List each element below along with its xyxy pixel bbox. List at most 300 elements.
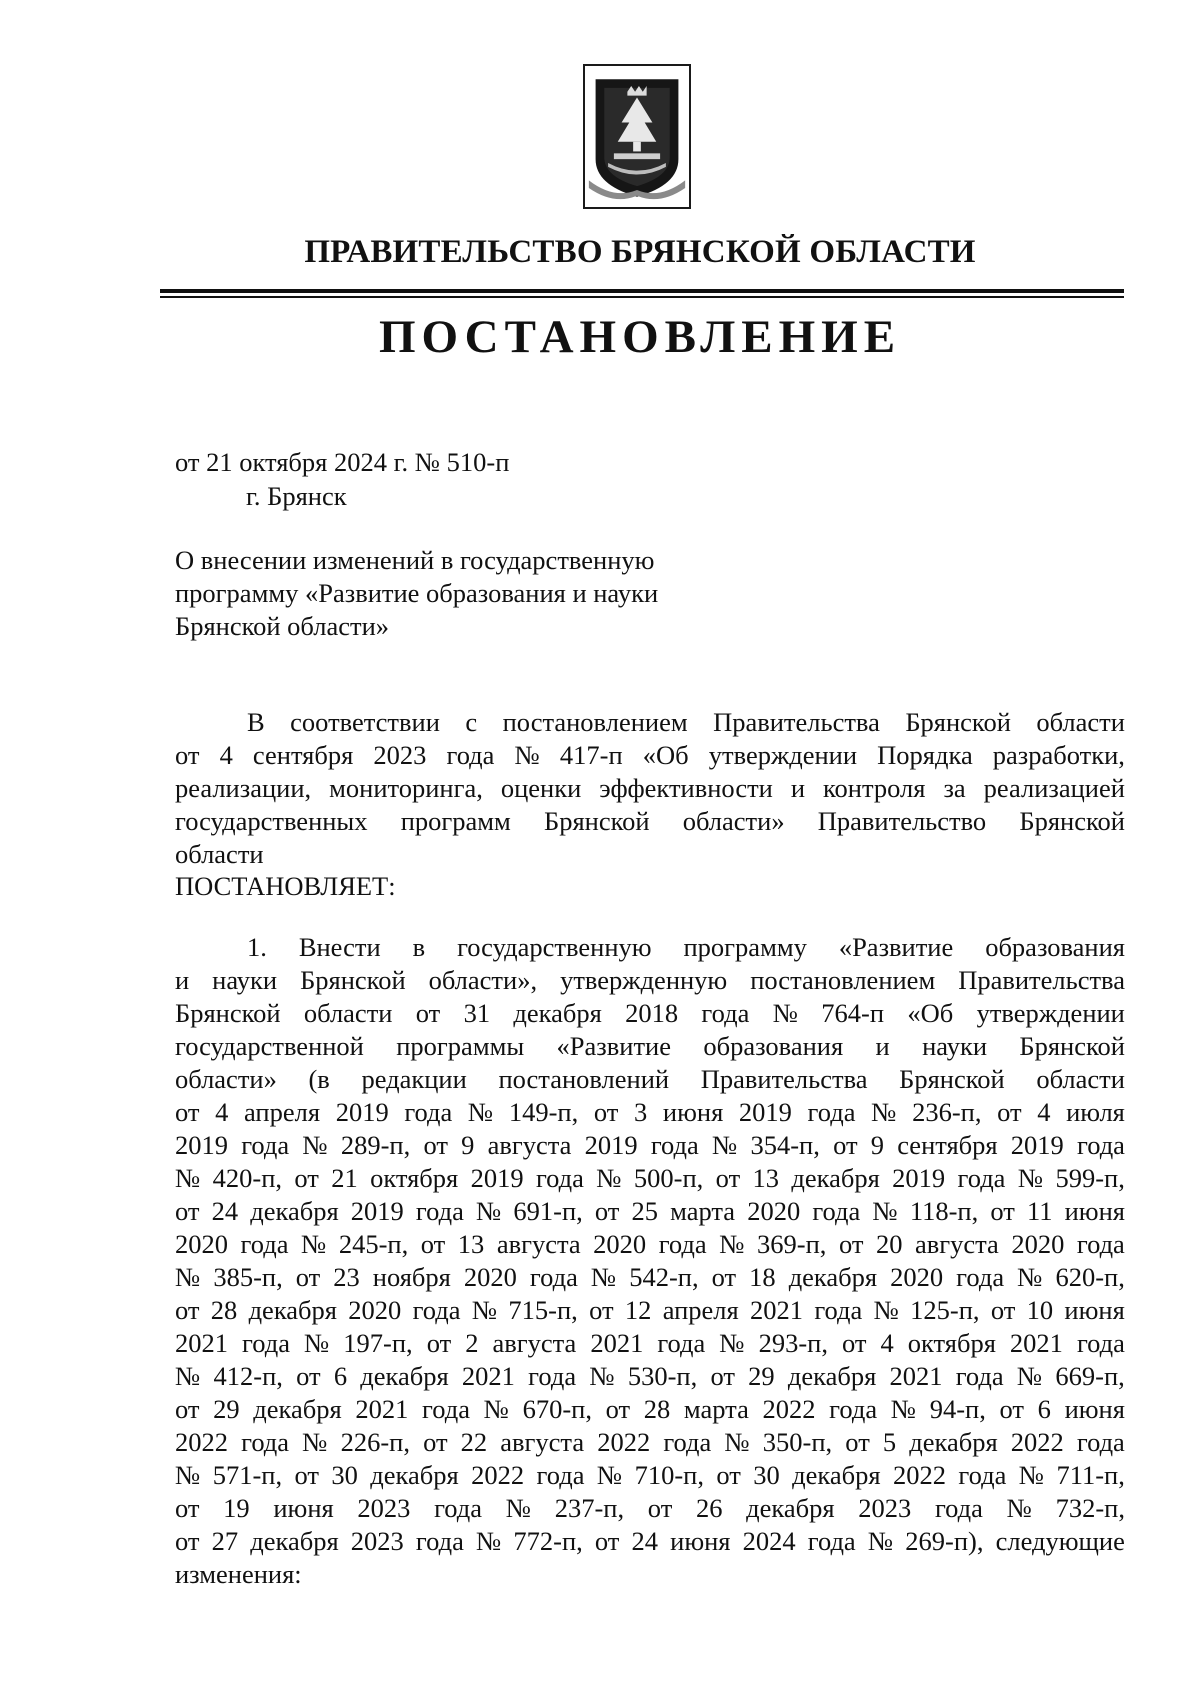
word: утверждении [708, 740, 858, 770]
word: № [867, 1526, 894, 1556]
word: от [175, 1295, 200, 1325]
word: 30 [753, 1460, 780, 1490]
word: октября [370, 1163, 459, 1193]
word: Правительства [958, 965, 1125, 995]
word: года [957, 1163, 1006, 1193]
word: 2019 [738, 1097, 792, 1127]
word: и [875, 1031, 890, 1061]
word: соответствии [290, 707, 440, 737]
word: 2022 [471, 1460, 525, 1490]
word: 2020 [890, 1262, 944, 1292]
word: 10 [1026, 1295, 1054, 1325]
document-type: ПОСТАНОВЛЕНИЕ [378, 311, 902, 363]
word: реализации, [175, 773, 312, 803]
word: № [873, 1295, 899, 1325]
word: от [647, 1493, 673, 1523]
word: 236-п, [912, 1097, 982, 1127]
word: 29 [213, 1394, 240, 1424]
word: (в [308, 1064, 330, 1094]
text-line [175, 964, 1125, 997]
word: 2021 [175, 1328, 228, 1358]
word: «Об [907, 998, 954, 1028]
word: 764-п [821, 998, 885, 1028]
word: 269-п), [905, 1526, 984, 1556]
word: от [842, 1328, 867, 1358]
word: 620-п, [1055, 1262, 1125, 1292]
word: августа [500, 1427, 585, 1457]
word: 669-п, [1055, 1361, 1125, 1391]
word: «Об [642, 740, 689, 770]
word: № [175, 1361, 201, 1391]
word: от [295, 1262, 321, 1292]
word: № [872, 1196, 898, 1226]
word: 2022 [1010, 1427, 1064, 1457]
word: от [175, 1526, 200, 1556]
word: года [536, 1460, 585, 1490]
word: года [812, 1196, 861, 1226]
text-line [175, 1525, 1125, 1558]
word: марта [683, 1394, 749, 1424]
word: 5 [882, 1427, 897, 1457]
word: 542-п, [629, 1262, 699, 1292]
word: от [593, 1097, 619, 1127]
word: Брянской [1019, 1031, 1125, 1061]
word: года [1076, 1229, 1125, 1259]
word: № [596, 1163, 622, 1193]
word: 2019 [1010, 1130, 1064, 1160]
word: от [594, 1196, 620, 1226]
word: года [422, 1394, 470, 1424]
word: № [1017, 1262, 1043, 1292]
word: августа [914, 1229, 999, 1259]
text-line [175, 772, 1125, 805]
word: года [650, 1130, 699, 1160]
word: № [301, 1229, 327, 1259]
word: программы [396, 1031, 525, 1061]
word: года [241, 1130, 290, 1160]
word: 2022 [892, 1460, 946, 1490]
word: декабря [250, 1526, 339, 1556]
word: от [589, 1295, 614, 1325]
word: 293-п, [758, 1328, 828, 1358]
word: науки [922, 1031, 987, 1061]
word: 772-п, [513, 1526, 583, 1556]
word: от [423, 1427, 448, 1457]
word: «Развитие [556, 1031, 671, 1061]
word: от [990, 1295, 1016, 1325]
word: образования [703, 1031, 844, 1061]
header-divider-thick [160, 289, 1124, 293]
word: от [426, 1328, 452, 1358]
word: года [956, 1262, 1005, 1292]
word: мониторинга, [329, 773, 483, 803]
word: области» [682, 806, 785, 836]
word: года [241, 1427, 290, 1457]
word: № [1016, 1361, 1043, 1391]
item-1-paragraph [175, 931, 1125, 1591]
text-line [175, 997, 1125, 1030]
word: 599-п, [1055, 1163, 1125, 1193]
decree-word: ПОСТАНОВЛЯЕТ: [175, 871, 396, 901]
word: программ [400, 806, 511, 836]
word: 28 [643, 1394, 671, 1424]
word: от [838, 1229, 864, 1259]
word: года [807, 1526, 856, 1556]
word: 2020 [593, 1229, 647, 1259]
word: 2019 [175, 1130, 228, 1160]
word: от [710, 1361, 735, 1391]
word: июня [273, 1493, 334, 1523]
word: от [999, 1394, 1024, 1424]
word: 245-п, [338, 1229, 409, 1259]
word: от [175, 740, 200, 770]
word: апреля [662, 1295, 739, 1325]
word: сентября [897, 1130, 998, 1160]
word: года [415, 1526, 464, 1556]
word: 18 [749, 1262, 776, 1292]
date-and-number: от 21 октября 2024 г. № 510-п [175, 447, 510, 477]
word: от [716, 1460, 741, 1490]
word: 571-п, [212, 1460, 283, 1490]
word: апреля [244, 1097, 321, 1127]
word: 500-п, [633, 1163, 704, 1193]
word: от [715, 1163, 741, 1193]
word: № [871, 1097, 897, 1127]
word: декабря [791, 1163, 880, 1193]
word: В [247, 707, 265, 737]
word: № [505, 1493, 532, 1523]
word: № [467, 1097, 494, 1127]
word: области [1036, 707, 1125, 737]
preamble-paragraph [175, 706, 1125, 871]
word: августа [496, 1229, 581, 1259]
word: № [514, 740, 540, 770]
word: Внести [298, 932, 381, 962]
word: 2024 [742, 1526, 796, 1556]
word: октября [907, 1328, 996, 1358]
word: года [528, 1361, 577, 1391]
word: 2023 [357, 1493, 411, 1523]
word: № [483, 1394, 509, 1424]
word: от [175, 1097, 200, 1127]
word: от [296, 1361, 321, 1391]
word: 711-п, [1056, 1460, 1125, 1490]
word: № [596, 1460, 623, 1490]
word: № [175, 1163, 201, 1193]
word: № [589, 1361, 615, 1391]
word: от [711, 1262, 737, 1292]
word: № [302, 1427, 328, 1457]
word: 30 [331, 1460, 358, 1490]
word: 670-п, [522, 1394, 592, 1424]
document-subject [175, 544, 658, 643]
text-line [175, 1360, 1125, 1393]
word: декабря [370, 1460, 459, 1490]
text-line [175, 1393, 1125, 1426]
word: июня [662, 1097, 724, 1127]
word: года [829, 1394, 878, 1424]
word: 12 [624, 1295, 652, 1325]
word: от [175, 1493, 200, 1523]
word: июня [1064, 1196, 1125, 1226]
header-divider-thin [160, 296, 1124, 298]
text-line [175, 739, 1125, 772]
word: № [1018, 1460, 1045, 1490]
text-line [175, 1294, 1125, 1327]
word: № [1017, 1163, 1044, 1193]
word: года [404, 1097, 453, 1127]
text-line [175, 1195, 1125, 1228]
word: декабря [250, 1196, 339, 1226]
word: года [657, 1328, 706, 1358]
text-line [175, 1063, 1125, 1096]
word: 530-п, [627, 1361, 698, 1391]
word: 417-п [559, 740, 623, 770]
word: 237-п, [554, 1493, 625, 1523]
word: постановлением [502, 707, 688, 737]
word: сентября [252, 740, 354, 770]
word: редакции [361, 1064, 467, 1094]
word: 385-п, [213, 1262, 283, 1292]
word: от [594, 1526, 620, 1556]
word: 2020 [1011, 1229, 1065, 1259]
word: 2020 [747, 1196, 801, 1226]
word: постановлений [498, 1064, 670, 1094]
word: 94-п, [929, 1394, 986, 1424]
word: 2020 [463, 1262, 517, 1292]
word: программу [683, 932, 807, 962]
word: от [415, 998, 441, 1028]
word: Брянской [1019, 806, 1125, 836]
word: утверждении [976, 998, 1125, 1028]
text-line: области [175, 839, 264, 869]
text-line [175, 1492, 1125, 1525]
subject-line: О внесении изменений в государственную [175, 545, 655, 575]
word: 2023 [350, 1526, 404, 1556]
word: № [475, 1196, 502, 1226]
word: разработки, [992, 740, 1125, 770]
word: утвержденную [560, 965, 728, 995]
word: 4 [219, 740, 233, 770]
word: 125-п, [910, 1295, 980, 1325]
word: от [175, 1196, 200, 1226]
word: 4 [1037, 1097, 1051, 1127]
word: 354-п, [750, 1130, 820, 1160]
word: Правительства [700, 1064, 868, 1094]
word: 2019 [892, 1163, 946, 1193]
word: Порядка [877, 740, 973, 770]
word: 11 [1026, 1196, 1053, 1226]
word: 2019 [470, 1163, 524, 1193]
word: 2021 [355, 1394, 409, 1424]
word: 13 [752, 1163, 780, 1193]
word: 2022 [597, 1427, 651, 1457]
word: области», [428, 965, 538, 995]
word: № [711, 1130, 738, 1160]
word: в [412, 932, 426, 962]
word: 4 [215, 1097, 229, 1127]
word: 6 [333, 1361, 348, 1391]
word: года [955, 1361, 1004, 1391]
word: года [412, 1295, 461, 1325]
word: 2 [465, 1328, 479, 1358]
word: оценки [500, 773, 582, 803]
word: реализацией [983, 773, 1125, 803]
government-title: ПРАВИТЕЛЬСТВО БРЯНСКОЙ ОБЛАСТИ [304, 234, 976, 270]
word: 20 [875, 1229, 903, 1259]
word: года [529, 1262, 578, 1292]
word: государственную [457, 932, 652, 962]
word: 2018 [625, 998, 679, 1028]
word: 23 [333, 1262, 360, 1292]
word: № [302, 1130, 328, 1160]
text-line [175, 1129, 1125, 1162]
word: декабря [792, 1460, 881, 1490]
word: и [790, 773, 806, 803]
word: 2023 [373, 740, 427, 770]
word: 412-п, [213, 1361, 283, 1391]
word: 2021 [590, 1328, 644, 1358]
word: № [175, 1460, 201, 1490]
word: за [943, 773, 966, 803]
word: № [719, 1328, 745, 1358]
word: 24 [631, 1526, 659, 1556]
word: 9 [461, 1130, 475, 1160]
word: декабря [513, 998, 602, 1028]
word: 691-п, [513, 1196, 583, 1226]
word: июня [1064, 1394, 1125, 1424]
word: государственной [175, 1031, 364, 1061]
word: декабря [787, 1361, 877, 1391]
word: года [446, 740, 495, 770]
word: 710-п, [634, 1460, 704, 1490]
word: года [240, 1229, 289, 1259]
text-line [175, 1030, 1125, 1063]
word: 25 [631, 1196, 659, 1226]
word: года [663, 1427, 712, 1457]
word: 1. [247, 932, 267, 962]
word: 2022 [175, 1427, 228, 1457]
word: 27 [211, 1526, 239, 1556]
word: года [814, 1295, 863, 1325]
word: 732-п, [1055, 1493, 1125, 1523]
word: от [175, 1394, 200, 1424]
word: года [807, 1097, 856, 1127]
word: 2021 [461, 1361, 515, 1391]
word: года [1076, 1427, 1125, 1457]
text-line [175, 931, 1125, 964]
word: 2019 [584, 1130, 638, 1160]
word: 226-п, [340, 1427, 410, 1457]
word: и [175, 965, 190, 995]
word: 29 [748, 1361, 775, 1391]
word: № [471, 1295, 498, 1325]
word: 369-п, [757, 1229, 827, 1259]
word: августа [492, 1328, 577, 1358]
word: области [1036, 1064, 1125, 1094]
word: июня [1064, 1295, 1125, 1325]
word: от [294, 1163, 319, 1193]
word: июня [670, 1526, 731, 1556]
word: 9 [870, 1130, 885, 1160]
word: № [890, 1394, 917, 1424]
word: ноября [372, 1262, 451, 1292]
word: «Развитие [838, 932, 954, 962]
word: 2020 [348, 1295, 402, 1325]
word: 197-п, [343, 1328, 413, 1358]
word: 2019 [350, 1196, 404, 1226]
word: 2023 [858, 1493, 912, 1523]
word: № [175, 1262, 201, 1292]
subject-line: Брянской области» [175, 611, 390, 641]
word: Брянской [905, 707, 1011, 737]
word: образования [985, 932, 1125, 962]
word: 2021 [889, 1361, 943, 1391]
word: 149-п, [508, 1097, 579, 1127]
text-line [175, 1228, 1125, 1261]
word: с [465, 707, 478, 737]
word: 6 [1037, 1394, 1051, 1424]
word: 350-п, [762, 1427, 833, 1457]
word: 118-п, [909, 1196, 979, 1226]
word: науки [212, 965, 278, 995]
word: Брянской [175, 998, 281, 1028]
word: марта [670, 1196, 736, 1226]
word: от [990, 1196, 1015, 1226]
word: 2019 [335, 1097, 389, 1127]
word: 22 [460, 1427, 488, 1457]
text-line: изменения: [175, 1559, 302, 1589]
word: 26 [695, 1493, 723, 1523]
word: 13 [457, 1229, 485, 1259]
coat-of-arms-icon [583, 64, 691, 209]
word: от [833, 1130, 858, 1160]
word: 3 [634, 1097, 648, 1127]
word: декабря [253, 1394, 342, 1424]
word: № [719, 1229, 745, 1259]
word: 24 [211, 1196, 239, 1226]
word: эффективности [599, 773, 773, 803]
word: декабря [746, 1493, 835, 1523]
word: постановлением [750, 965, 936, 995]
word: года [415, 1196, 464, 1226]
word: 19 [223, 1493, 250, 1523]
text-line [175, 805, 1125, 838]
word: Брянской [899, 1064, 1005, 1094]
word: года [658, 1229, 707, 1259]
word: года [434, 1493, 483, 1523]
word: контроля [823, 773, 926, 803]
city: г. Брянск [246, 481, 347, 511]
word: № [475, 1526, 502, 1556]
word: 420-п, [212, 1163, 283, 1193]
word: года [1077, 1130, 1125, 1160]
word: июля [1066, 1097, 1125, 1127]
word: № [724, 1427, 750, 1457]
text-line [175, 1426, 1125, 1459]
word: Брянской [543, 806, 650, 836]
word: года [958, 1460, 1007, 1490]
word: года [1076, 1328, 1125, 1358]
word: года [242, 1328, 290, 1358]
word: августа [487, 1130, 572, 1160]
word: государственных [175, 806, 368, 836]
word: 2021 [750, 1295, 804, 1325]
word: 289-п, [340, 1130, 411, 1160]
word: 715-п, [508, 1295, 578, 1325]
word: 28 [210, 1295, 238, 1325]
word: области [303, 998, 393, 1028]
